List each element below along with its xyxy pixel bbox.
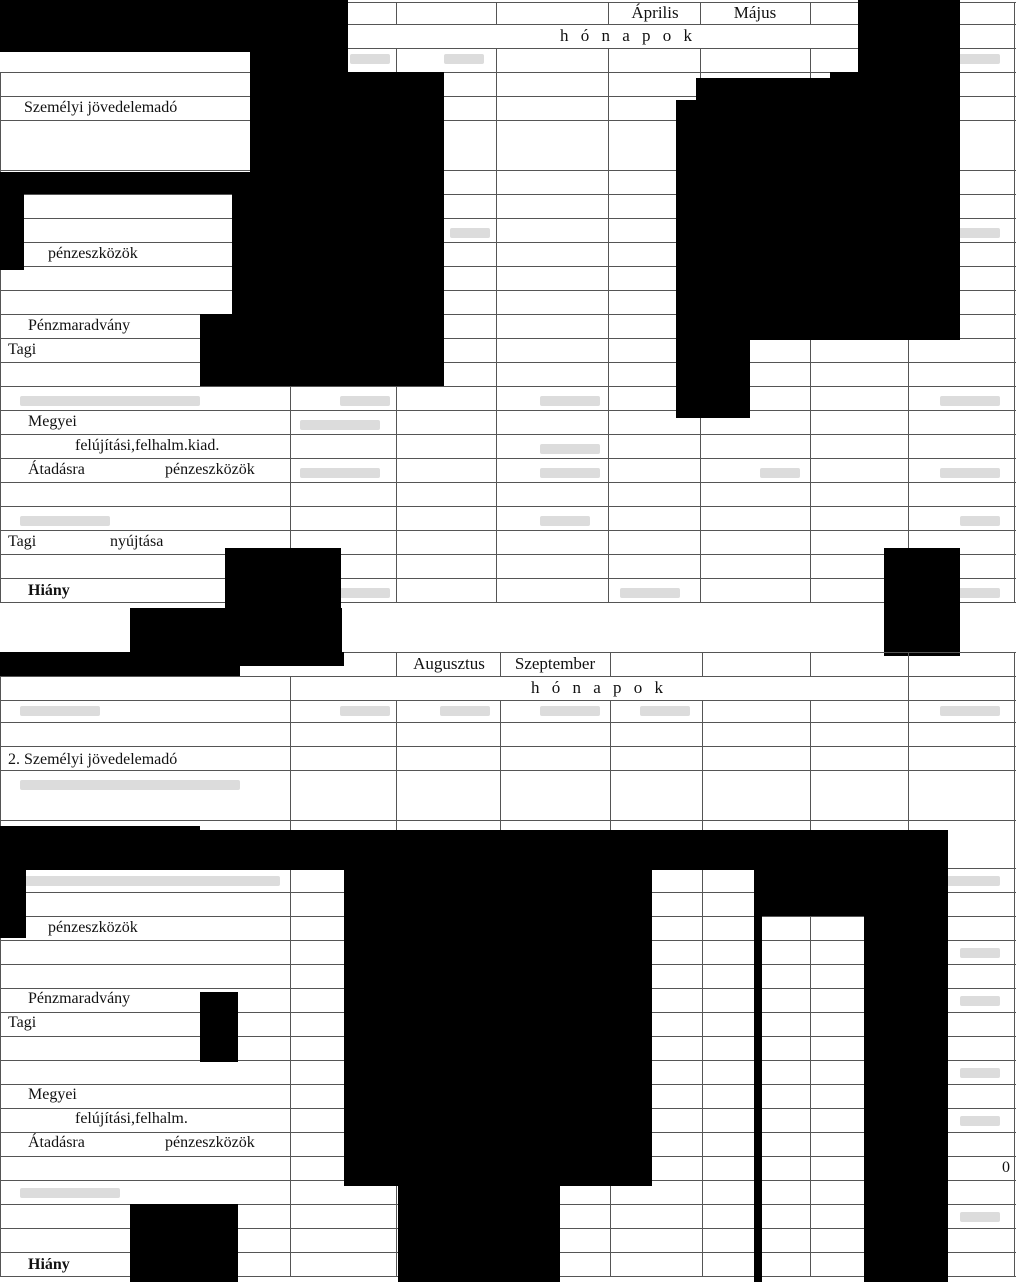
grid-line xyxy=(0,386,1016,387)
grid-line xyxy=(0,722,1016,723)
grid-line xyxy=(0,746,1016,747)
grid-line xyxy=(608,2,609,24)
row-label: Átadásra xyxy=(28,461,85,478)
faint-value xyxy=(340,588,390,598)
row-label: Pénzmaradvány xyxy=(28,317,131,334)
row-label: felújítási,felhalm.kiad. xyxy=(75,437,220,454)
redaction-box xyxy=(864,916,948,1282)
faint-value xyxy=(940,706,1000,716)
row-label-deficit: Hiány xyxy=(28,582,70,599)
faint-value xyxy=(940,876,1000,886)
month-header-september: Szeptember xyxy=(514,654,596,673)
redaction-box xyxy=(225,548,341,608)
redaction-box xyxy=(240,652,344,666)
faint-value xyxy=(444,54,484,64)
faint-value xyxy=(540,468,600,478)
faint-value xyxy=(540,706,600,716)
redaction-box xyxy=(200,992,238,1062)
faint-value xyxy=(300,468,380,478)
grid-line xyxy=(0,362,1016,363)
grid-line xyxy=(0,820,1016,821)
grid-line xyxy=(0,72,1,602)
redaction-box xyxy=(0,826,200,870)
grid-line xyxy=(810,2,811,24)
grid-line xyxy=(396,2,397,24)
grid-line xyxy=(0,410,1016,411)
faint-value xyxy=(20,780,240,790)
redaction-box xyxy=(0,870,26,938)
row-label: Személyi jövedelemadó xyxy=(24,99,178,116)
month-header-august: Augusztus xyxy=(413,654,485,673)
row-label-deficit: Hiány xyxy=(28,1256,70,1273)
row-label: Tagi xyxy=(8,1014,37,1031)
grid-line xyxy=(0,770,1016,771)
faint-value xyxy=(960,948,1000,958)
faint-value xyxy=(960,516,1000,526)
row-label: pénzeszközök xyxy=(48,245,138,262)
redaction-box xyxy=(830,72,960,340)
period-label: h ó n a p o k xyxy=(530,678,668,697)
faint-value xyxy=(940,468,1000,478)
redaction-box xyxy=(200,830,948,870)
faint-value xyxy=(960,1116,1000,1126)
month-header-may: Május xyxy=(733,3,777,22)
redaction-box xyxy=(754,870,948,916)
redaction-box xyxy=(130,608,342,656)
grid-line xyxy=(702,652,703,676)
row-label: felújítási,felhalm. xyxy=(75,1110,188,1127)
faint-value xyxy=(540,444,600,454)
faint-value xyxy=(960,1212,1000,1222)
row-label: Megyei xyxy=(28,1086,77,1103)
grid-line xyxy=(810,700,811,1276)
faint-value xyxy=(350,54,390,64)
grid-line xyxy=(500,652,501,676)
redaction-box xyxy=(0,194,24,270)
grid-line xyxy=(396,652,397,676)
period-label: h ó n a p o k xyxy=(559,26,697,45)
faint-value xyxy=(620,588,680,598)
grid-line xyxy=(496,48,497,602)
faint-value xyxy=(540,396,600,406)
row-label: Pénzmaradvány xyxy=(28,990,131,1007)
faint-value xyxy=(20,516,110,526)
grid-line xyxy=(0,434,1016,435)
grid-line xyxy=(0,602,1016,603)
redaction-box xyxy=(232,194,444,314)
faint-value xyxy=(960,1068,1000,1078)
redaction-box xyxy=(200,314,444,386)
faint-value xyxy=(540,516,590,526)
grid-line xyxy=(0,700,1016,701)
faint-value xyxy=(960,996,1000,1006)
row-label: Tagi xyxy=(8,533,37,550)
redaction-box xyxy=(250,52,348,72)
redaction-box xyxy=(858,0,960,72)
row-label: Átadásra xyxy=(28,1134,85,1151)
faint-value xyxy=(340,706,390,716)
faint-value xyxy=(440,706,490,716)
faint-value xyxy=(340,396,390,406)
faint-value xyxy=(20,396,200,406)
grid-line xyxy=(290,676,291,1276)
faint-value xyxy=(450,228,490,238)
faint-value xyxy=(20,876,280,886)
grid-line xyxy=(0,652,1,1276)
row-label: 2. Személyi jövedelemadó xyxy=(8,751,178,768)
grid-line xyxy=(0,506,1016,507)
grid-line xyxy=(610,652,611,676)
grid-line xyxy=(608,48,609,602)
grid-line xyxy=(0,578,1016,579)
grid-line xyxy=(702,700,703,1276)
row-label: Megyei xyxy=(28,413,77,430)
faint-value xyxy=(20,706,100,716)
grid-line xyxy=(0,482,1016,483)
grid-line xyxy=(1014,652,1015,1276)
grid-line xyxy=(0,458,1016,459)
row-label: Tagi xyxy=(8,341,37,358)
redaction-box xyxy=(0,172,444,194)
redaction-box xyxy=(398,1186,560,1282)
row-label: nyújtása xyxy=(110,533,164,550)
faint-value xyxy=(300,420,380,430)
grid-line xyxy=(496,2,497,24)
grid-line xyxy=(0,554,1016,555)
faint-value xyxy=(20,1188,120,1198)
grid-line xyxy=(0,676,1016,677)
redaction-box xyxy=(250,72,444,172)
grid-line xyxy=(810,652,811,676)
redaction-box xyxy=(130,1204,238,1282)
row-label: pénzeszközök xyxy=(48,919,138,936)
row-label: pénzeszközök xyxy=(165,461,255,478)
redaction-box xyxy=(884,548,960,656)
redaction-box xyxy=(676,100,750,418)
faint-value xyxy=(940,396,1000,406)
cell-value: 0 xyxy=(1002,1159,1010,1176)
grid-line xyxy=(1014,2,1015,602)
faint-value xyxy=(640,706,690,716)
redaction-box xyxy=(344,870,652,1186)
grid-line xyxy=(700,2,701,24)
redaction-box xyxy=(754,916,762,1282)
row-label: pénzeszközök xyxy=(165,1134,255,1151)
grid-line xyxy=(0,530,1016,531)
faint-value xyxy=(760,468,800,478)
redaction-box xyxy=(0,0,348,52)
month-header-april: Április xyxy=(631,3,679,22)
redaction-box xyxy=(0,652,240,676)
